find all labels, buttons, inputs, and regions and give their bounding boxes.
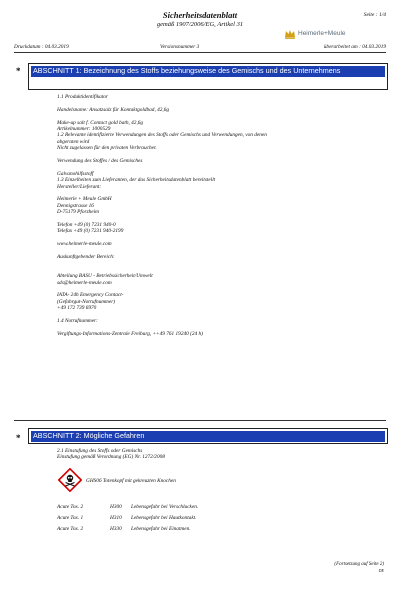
section-2-header-box (28, 428, 388, 444)
hazard-statement: Lebensgefahr bei Verschlucken. (131, 504, 199, 510)
section-1-line: sds@heimerle-meule.com (57, 279, 112, 286)
page-number: Seite : 1/4 (363, 12, 386, 18)
section-1-marker: * (16, 66, 21, 76)
hazard-code: H300 (110, 504, 122, 510)
section-2-heading: ABSCHNITT 2: Mögliche Gefahren (31, 431, 385, 442)
section-1-line: www.heimerle-meule.com (57, 241, 112, 248)
section-divider (14, 420, 386, 421)
section-1-line: Auskunftgebender Bereich: (57, 254, 115, 261)
section-1-line: Galvanohilfsstoff (57, 170, 94, 177)
hazard-row (57, 504, 377, 515)
hazard-category: Acute Tox. 2 (57, 504, 84, 510)
section-1-line: Dennigstrasse 16 (57, 202, 94, 209)
hazard-row (57, 526, 377, 537)
section-1-content (57, 94, 386, 337)
classification-heading: 2.1 Einstufung des Stoffs oder Gemischs (57, 448, 143, 454)
continuation-note: (Fortsetzung auf Seite 2) (334, 562, 384, 567)
section-1-line: 1.3 Einzelheiten zum Lieferanten, der das Sicherheitsdatenblatt bereitstellt (57, 177, 216, 184)
section-1-line: D-75179 Pforzheim (57, 209, 99, 216)
ghs-pictogram-label: GHS06 Totenkopf mit gekreuzten Knochen (86, 478, 176, 484)
hazard-list (57, 504, 377, 537)
hazard-code: H310 (110, 515, 122, 521)
section-2-classification (57, 448, 386, 461)
section-1-line: abgeraten wird (57, 138, 90, 145)
section-1-line: Telefax +49 (0) 7231 940-2199 (57, 228, 124, 235)
section-1-line: 1.2 Relevante identifizierte Verwendungen des Stoffs oder Gemischs und Verwendungen, von denen (57, 132, 267, 139)
section-1-line: Abteilung BASU - Betriebssicherheit/Umwelt (57, 273, 153, 280)
section-1-line: Verwendung des Stoffes / des Gemisches (57, 158, 143, 165)
section-2-marker: * (16, 433, 21, 443)
section-1-line: Heimerle + Meule GmbH (57, 196, 112, 203)
logo-text: Heimerle+Meule (298, 30, 346, 37)
skull-crossbones-icon (58, 468, 82, 492)
hazard-statement: Lebensgefahr bei Hautkontakt. (131, 515, 197, 521)
section-1-line: Vergiftungs-Informations-Zentrale Freiburg, ++49 761 19240 (24 h) (57, 330, 203, 337)
hazard-row (57, 515, 377, 526)
hazard-category: Acute Tox. 2 (57, 526, 84, 532)
section-1-line: Make-up salt f. Contact gold bath, 42,6g (57, 119, 144, 126)
section-1-line: +49 172 739 6970 (57, 305, 97, 312)
section-1-line: Nicht zugelassen für den privaten Verbraucher. (57, 145, 157, 152)
section-1-header-box (28, 63, 388, 90)
section-1-line: Telefon +49 (0) 7231 940-0 (57, 222, 116, 229)
header-divider (14, 52, 386, 53)
document-title: Sicherheitsdatenblatt (162, 10, 238, 20)
section-1-line: Handelsname: Ansatzsalz für Kontaktgoldbad, 42,6g (57, 106, 170, 113)
language-code: DE (378, 568, 384, 573)
version-number: Versionsnummer 3 (160, 44, 200, 50)
print-date: Druckdatum : 04.03.2019 (14, 44, 69, 50)
section-1-heading: ABSCHNITT 1: Bezeichnung des Stoffs beziehungsweise des Gemischs und des Unternehmens (31, 66, 385, 77)
hazard-category: Acute Tox. 1 (57, 515, 84, 521)
hazard-code: H330 (110, 526, 122, 532)
section-1-line: Hersteller/Lieferant: (57, 183, 102, 190)
hazard-statement: Lebensgefahr bei Einatmen. (131, 526, 191, 532)
section-1-line: (Gefahrgut-Notrufnummer) (57, 298, 116, 305)
section-1-line: IATA- 24h Emergency Contact- (57, 292, 124, 299)
company-logo (284, 28, 364, 40)
section-1-line: Artikelnummer: 1000529 (57, 126, 111, 132)
document-subtitle: gemäß 1907/2006/EG, Artikel 31 (156, 21, 244, 28)
section-1-line: 1.4 Notrufnummer: (57, 318, 98, 325)
section-1-line: 1.1 Produktidentifikator (57, 94, 109, 100)
revision-date: überarbeitet am : 04.03.2019 (323, 44, 386, 50)
crown-icon (284, 28, 296, 40)
regulation-line: Einstufung gemäß Verordnung (EG) Nr. 1272/2008 (57, 454, 165, 461)
